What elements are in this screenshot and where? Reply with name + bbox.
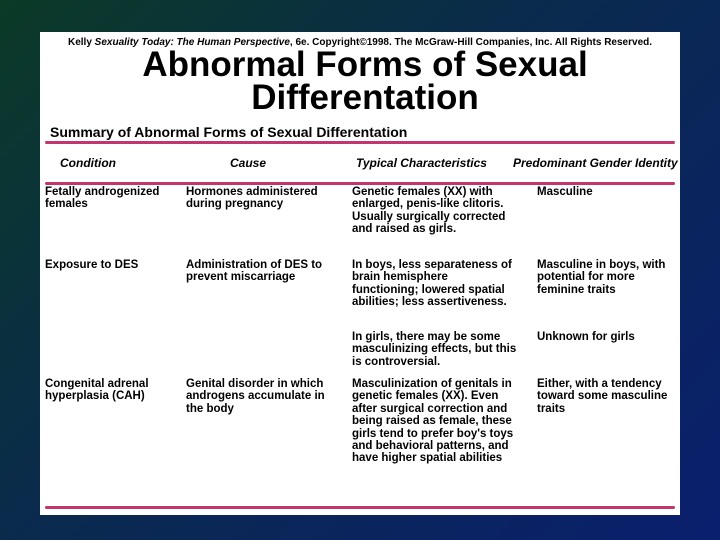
row-2-cause: Administration of DES to prevent miscarriage bbox=[186, 259, 323, 284]
row-1-cause: Hormones administered during pregnancy bbox=[186, 186, 318, 211]
slide bbox=[40, 32, 680, 515]
row-4-identity: Either, with a tendency toward some masculine traits bbox=[537, 378, 668, 415]
row-4-cause: Genital disorder in which androgens accumulate in the body bbox=[186, 378, 325, 415]
column-header-characteristics: Typical Characteristics bbox=[356, 156, 487, 170]
row-3-characteristics: In girls, there may be some masculinizing effects, but this is controversial. bbox=[352, 331, 517, 368]
divider-bottom bbox=[45, 506, 675, 509]
row-2-condition: Exposure to DES bbox=[45, 259, 139, 271]
row-1-identity: Masculine bbox=[537, 186, 593, 198]
copyright-notice: , 6e. Copyright©1998. The McGraw-Hill Companies, Inc. All Rights Reserved. bbox=[289, 37, 653, 48]
row-1-condition: Fetally androgenized females bbox=[45, 186, 160, 211]
column-header-gender-identity: Predominant Gender Identity bbox=[513, 156, 678, 170]
row-2-characteristics: In boys, less separateness of brain hemisphere functioning; lowered spatial abilities; less assertiveness. bbox=[352, 259, 512, 309]
column-header-cause: Cause bbox=[230, 156, 267, 170]
column-header-condition: Condition bbox=[60, 156, 116, 170]
row-2-identity: Masculine in boys, with potential for more feminine traits bbox=[537, 259, 666, 296]
row-4-characteristics: Masculinization of genitals in genetic females (XX). Even after surgical correction and being raised as female, these girls tend to prefer boy's toys and behavioral patterns, and have higher spatial abilities bbox=[352, 378, 514, 465]
row-4-condition: Congenital adrenal hyperplasia (CAH) bbox=[45, 378, 149, 403]
slide-title: Abnormal Forms of Sexual Differentation bbox=[142, 45, 588, 117]
copyright-author: Kelly bbox=[67, 37, 92, 48]
row-3-identity: Unknown for girls bbox=[537, 331, 635, 343]
table-subtitle: Summary of Abnormal Forms of Sexual Differentation bbox=[50, 124, 408, 140]
row-1-characteristics: Genetic females (XX) with enlarged, penis-like clitoris. Usually surgically corrected and raised as girls. bbox=[352, 186, 506, 236]
divider-header bbox=[45, 182, 675, 185]
divider-top bbox=[45, 141, 675, 144]
copyright-book-title: Sexuality Today: The Human Perspective bbox=[94, 37, 290, 48]
